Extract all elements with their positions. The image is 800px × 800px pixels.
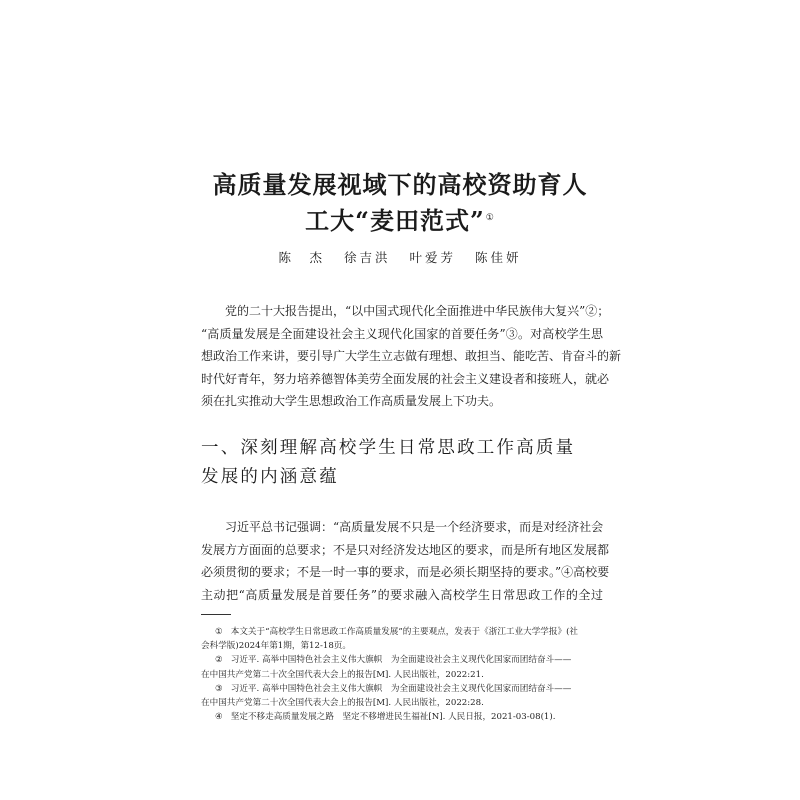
body-line: 必须贯彻的要求；不是一时一事的要求，而是必须长期坚持的要求。”④高校要 [201,565,610,580]
intro-paragraph [201,300,622,413]
intro-line: “高质量发展是全面建设社会主义现代化国家的首要任务”③。对高校学生思 [201,326,603,341]
author-name: 陈佳妍 [474,250,522,265]
footnote-item [201,625,603,653]
intro-line: 须在扎实推动大学生思想政治工作高质量发展上下功夫。 [201,394,502,409]
article-title-line-1: 高质量发展视域下的高校资助育人 [212,170,588,199]
section-heading-line: 发展的内涵意蕴 [201,467,339,487]
intro-line: 党的二十大报告提出，“以中国式现代化全面推进中华民族伟大复兴”②； [201,304,610,318]
footnote-line [201,710,603,724]
footnote-item [201,682,603,710]
author-name: 陈 杰 [278,250,325,265]
footnote-item [201,653,603,681]
article-title-line-2 [0,202,800,237]
intro-line: 想政治工作来讲，要引导广大学生立志做有理想、敢担当、能吃苦、肯奋斗的新 [201,349,622,364]
footnote-line [201,625,603,639]
footnote-marker: ② [215,655,223,666]
footnote-text: 习近平. 高举中国特色社会主义伟大旗帜 为全面建设社会主义现代化国家而团结奋斗—— [230,683,572,694]
body-paragraph [201,516,610,606]
footnote-divider [201,614,231,615]
title-footnote-marker[interactable]: ① [485,213,495,223]
section-heading [201,434,603,492]
footnote-line [201,682,603,696]
body-line: 主动把“高质量发展是首要任务”的要求融入高校学生日常思政工作的全过 [201,587,603,602]
footnote-line: 在中国共产党第二十次全国代表大会上的报告[M]. 人民出版社，2022:28. [201,698,484,709]
footnote-marker: ③ [215,683,223,694]
body-line: 习近平总书记强调：“高质量发展不只是一个经济要求，而是对经济社会 [201,520,604,534]
footnote-text: 坚定不移走高质量发展之路 坚定不移增进民生福祉[N]. 人民日报，2021-03-08(1). [230,712,556,723]
author-list [0,250,800,266]
author-name: 叶爱芳 [409,250,456,265]
footnote-item [201,710,603,724]
section-heading-line: 一、深刻理解高校学生日常思政工作高质量 [201,438,576,458]
intro-line: 时代好青年，努力培养德智体美劳全面发展的社会主义建设者和接班人，就必 [201,371,610,386]
footnote-line: 会科学版)2024年第1期，第12-18页。 [201,641,351,652]
footnote-line [201,653,603,667]
article-title-text: 工大“麦田范式” [305,206,485,235]
footnote-text: 本文关于“高校学生日常思政工作高质量发展”的主要观点，发表于《浙江工业大学学报》(社 [230,627,579,637]
footnotes [201,625,603,724]
footnote-text: 习近平. 高举中国特色社会主义伟大旗帜 为全面建设社会主义现代化国家而团结奋斗—— [230,655,572,666]
footnote-marker: ④ [215,712,223,723]
footnote-line: 在中国共产党第二十次全国代表大会上的报告[M]. 人民出版社，2022:21. [201,669,484,680]
body-line: 发展方方面面的总要求；不是只对经济发达地区的要求，而是所有地区发展都 [201,542,610,557]
author-name: 徐吉洪 [343,250,391,265]
footnote-marker: ① [215,627,223,637]
